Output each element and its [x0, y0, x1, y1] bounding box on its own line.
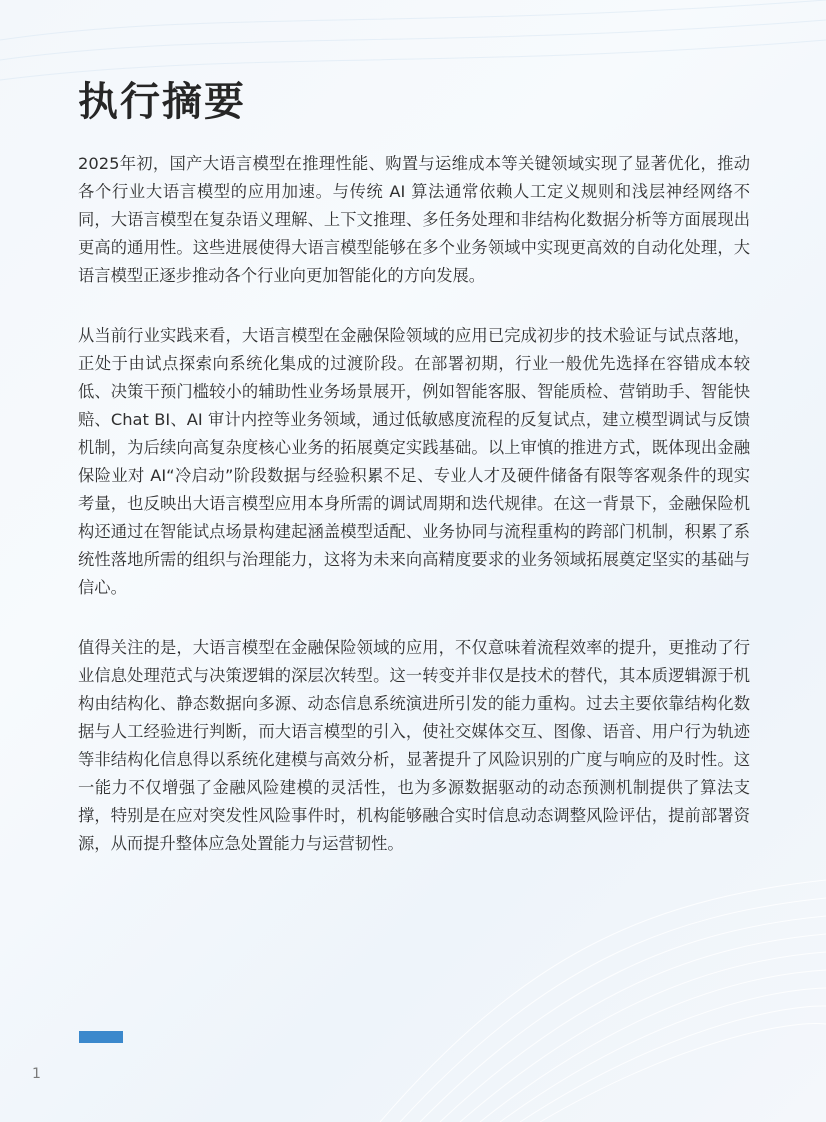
- paragraph-1: 2025年初，国产大语言模型在推理性能、购置与运维成本等关键领域实现了显著优化，推动各个行业大语言模型的应用加速。与传统 AI 算法通常依赖人工定义规则和浅层神经网络不同，大语言模型在复杂语义理解、上下文推理、多任务处理和非结构化数据分析等方面展现出更高的通用性。这些进展使得大语言模型能够在多个业务领域中实现更高效的自动化处理，大语言模型正逐步推动各个行业向更加智能化的方向发展。: [78, 154, 750, 285]
- body-text: [78, 150, 750, 890]
- paragraph-2: 从当前行业实践来看，大语言模型在金融保险领域的应用已完成初步的技术验证与试点落地，正处于由试点探索向系统化集成的过渡阶段。在部署初期，行业一般优先选择在容错成本较低、决策干预门槛较小的辅助性业务场景展开，例如智能客服、智能质检、营销助手、智能快赔、Chat BI、AI 审计内控等业务领域，通过低敏感度流程的反复试点，建立模型调试与反馈机制，为后续向高复杂度核心业务的拓展奠定实践基础。以上审慎的推进方式，既体现出金融保险业对 AI“冷启动”阶段数据与经验积累不足、专业人才及硬件储备有限等客观条件的现实考量，也反映出大语言模型应用本身所需的调试周期和迭代规律。在这一背景下，金融保险机构还通过在智能试点场景构建起涵盖模型适配、业务协同与流程重构的跨部门机制，积累了系统性落地所需的组织与治理能力，这将为未来向高精度要求的业务领域拓展奠定坚实的基础与信心。: [78, 326, 750, 597]
- paragraph-3: 值得关注的是，大语言模型在金融保险领域的应用，不仅意味着流程效率的提升，更推动了行业信息处理范式与决策逻辑的深层次转型。这一转变并非仅是技术的替代，其本质逻辑源于机构由结构化、静态数据向多源、动态信息系统演进所引发的能力重构。过去主要依靠结构化数据与人工经验进行判断，而大语言模型的引入，使社交媒体交互、图像、语音、用户行为轨迹等非结构化信息得以系统化建模与高效分析，显著提升了风险识别的广度与响应的及时性。这一能力不仅增强了金融风险建模的灵活性，也为多源数据驱动的动态预测机制提供了算法支撑，特别是在应对突发性风险事件时，机构能够融合实时信息动态调整风险评估，提前部署资源，从而提升整体应急处置能力与运营韧性。: [78, 638, 750, 853]
- page-number: 1: [32, 1066, 41, 1082]
- accent-bar: [79, 1031, 123, 1043]
- page-title: 执行摘要: [78, 79, 246, 125]
